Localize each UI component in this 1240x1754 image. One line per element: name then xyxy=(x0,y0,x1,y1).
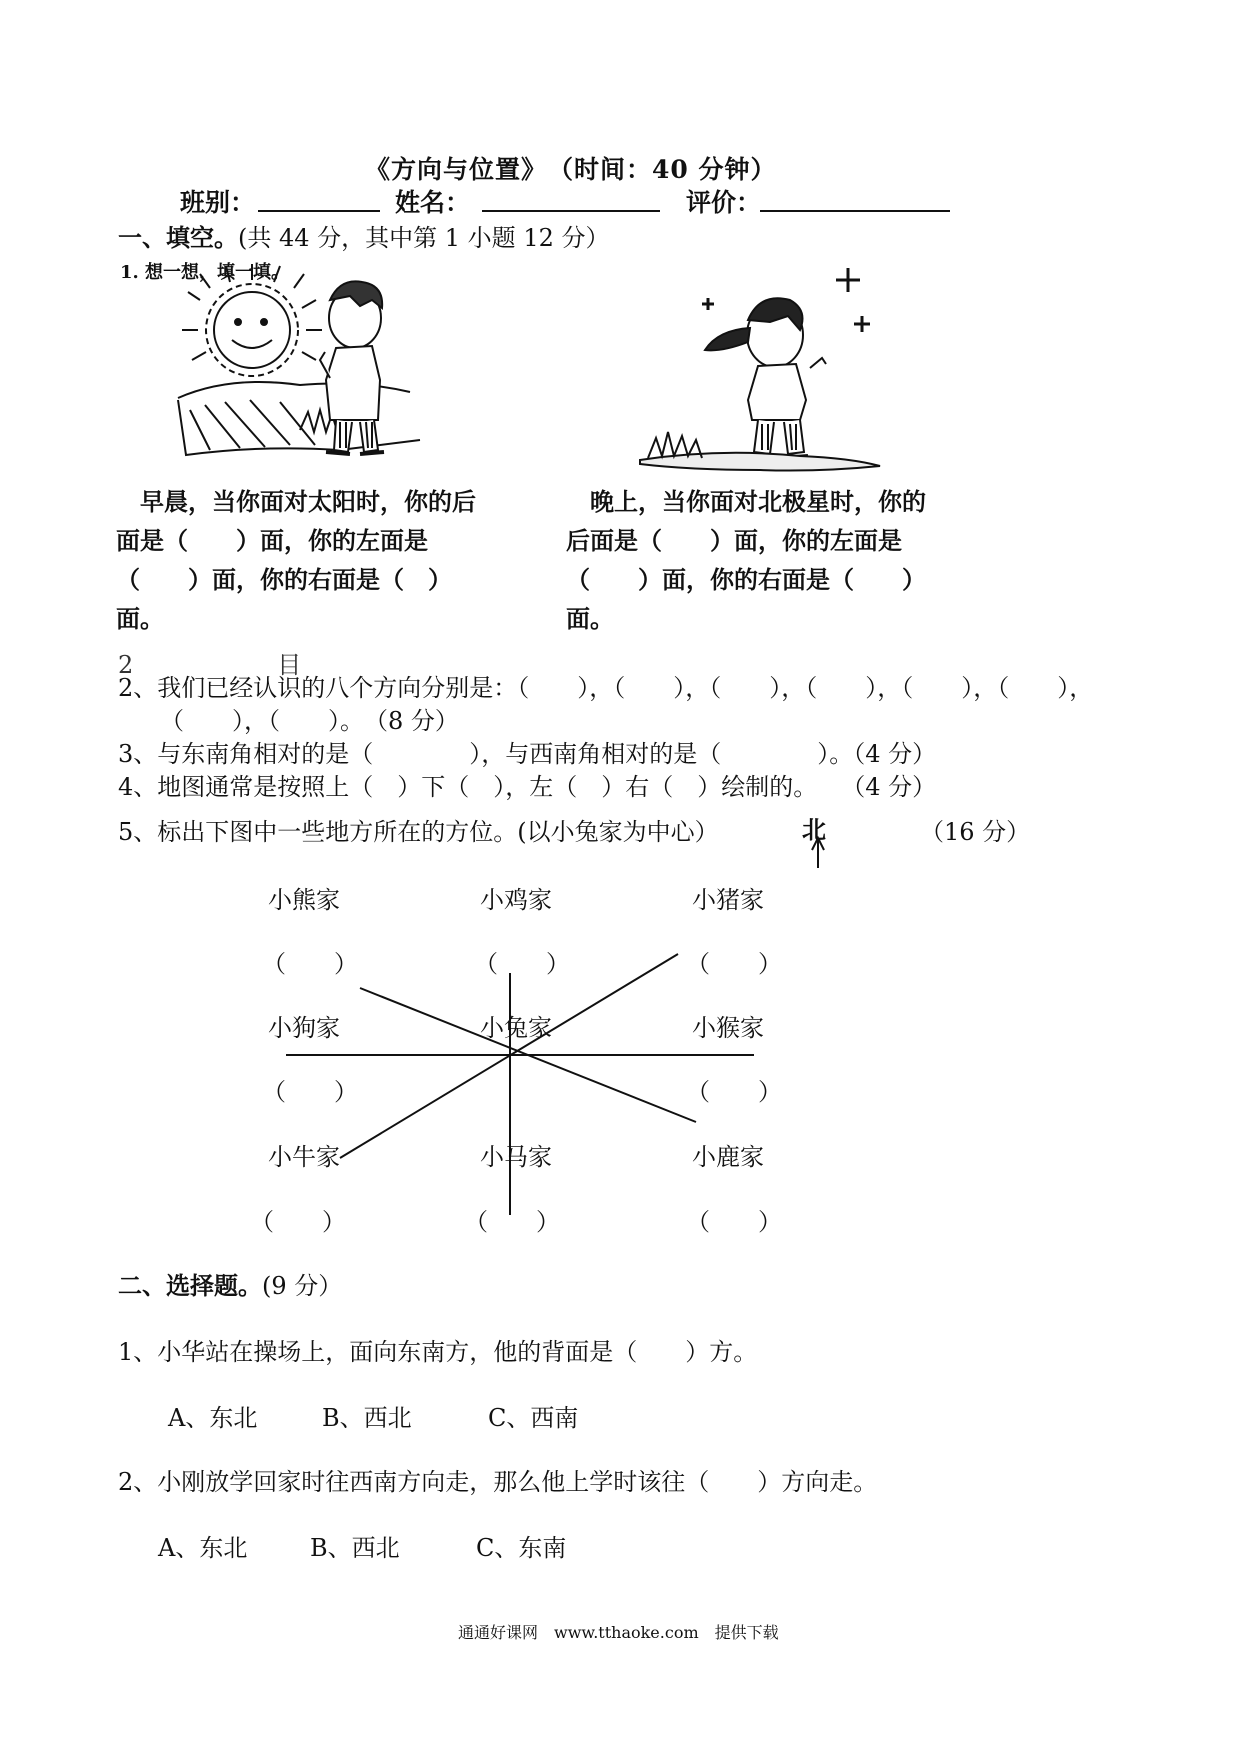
section2-note: (9 分） xyxy=(262,1272,343,1300)
q2-line2: （ ），（ ）。 （8 分） xyxy=(160,707,459,735)
q4: 4、地图通常是按照上（ ）下（ ），左（ ）右（ ）绘制的。 （4 分） xyxy=(118,773,937,801)
blank-dog: （ ） xyxy=(262,1078,358,1106)
night-question: 晚上，当你面对北极星时，你的后面是（ ）面，你的左面是（ ）面，你的右面是（ ）面。 xyxy=(566,487,926,633)
s2-q1-option-c: C、西南 xyxy=(488,1404,579,1432)
blank-monkey: （ ） xyxy=(686,1078,782,1106)
q5-score: （16 分） xyxy=(920,818,1031,846)
q3: 3、与东南角相对的是（ ），与西南角相对的是（ ）。（4 分） xyxy=(118,740,937,768)
s2-q1: 1、小华站在操场上，面向东南方，他的背面是（ ）方。 xyxy=(118,1338,758,1366)
blank-chicken: （ ） xyxy=(474,950,570,978)
s2-q2-option-b: B、西北 xyxy=(310,1534,400,1562)
q1-title: 1. 想一想，填一填。 xyxy=(120,262,290,283)
blank-deer: （ ） xyxy=(686,1208,782,1236)
home-rabbit: 小兔家 xyxy=(480,1014,552,1042)
class-label: 班别： xyxy=(180,188,256,217)
blank-cow: （ ） xyxy=(250,1208,346,1236)
s2-q2-option-a: A、东北 xyxy=(158,1534,248,1562)
s2-q1-option-a: A、东北 xyxy=(168,1404,258,1432)
blank-bear: （ ） xyxy=(262,950,358,978)
footer: 通通好课网 www.tthaoke.com 提供下载 xyxy=(458,1623,779,1642)
blank-horse: （ ） xyxy=(464,1208,560,1236)
section1-note: (共 44 分，其中第 1 小题 12 分） xyxy=(238,224,610,252)
north-label: 北 xyxy=(802,815,826,844)
s2-q2-option-c: C、东南 xyxy=(476,1534,567,1562)
home-dog: 小狗家 xyxy=(268,1014,340,1042)
q5: 5、标出下图中一些地方所在的方位。(以小兔家为中心） xyxy=(118,818,719,846)
home-deer: 小鹿家 xyxy=(692,1143,764,1171)
home-bear: 小熊家 xyxy=(268,886,340,914)
page-title: 《方向与位置》 （时间：40 分钟） xyxy=(365,155,777,184)
q2-line1: 2、我们已经认识的八个方向分别是：（ ），（ ），（ ），（ ），（ ），（ ）， xyxy=(118,674,1094,702)
home-pig: 小猪家 xyxy=(692,886,764,914)
grade-label: 评价： xyxy=(686,188,762,217)
cut-off-line: 2 目 xyxy=(118,651,302,679)
section2-title: 二、选择题。 xyxy=(118,1271,262,1300)
section2-heading xyxy=(118,1266,342,1301)
home-monkey: 小猴家 xyxy=(692,1014,764,1042)
home-cow: 小牛家 xyxy=(268,1143,340,1171)
morning-question: 早晨，当你面对太阳时，你的后面是（ ）面，你的左面是（ ）面，你的右面是（ ）面。 xyxy=(116,487,476,633)
section1-title: 一、填空。 xyxy=(118,223,238,252)
s2-q2: 2、小刚放学回家时往西南方向走，那么他上学时该往（ ）方向走。 xyxy=(118,1468,878,1496)
s2-q1-option-b: B、西北 xyxy=(322,1404,412,1432)
home-chicken: 小鸡家 xyxy=(480,886,552,914)
name-label: 姓名： xyxy=(395,188,471,217)
home-horse: 小马家 xyxy=(480,1143,552,1171)
blank-pig: （ ） xyxy=(686,950,782,978)
